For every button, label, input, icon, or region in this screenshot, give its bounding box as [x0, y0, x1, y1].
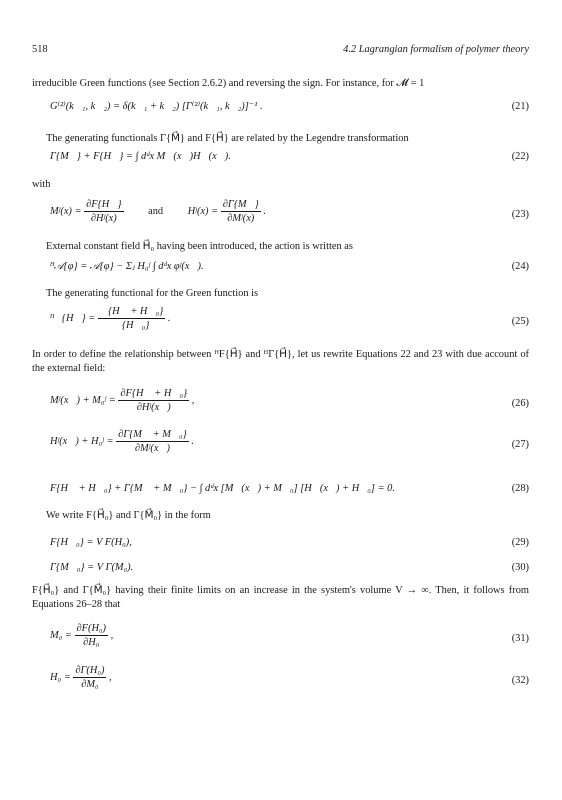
equation-connector: and — [148, 205, 164, 217]
equation-body — [50, 664, 112, 691]
equation-number: (32) — [511, 675, 529, 686]
paragraph-6: In order to define the relationship between ᴴF{H⃗} and ᴴΓ{H⃗}, let us rewrite Equations 22 and 23 with due account of the external field: — [32, 349, 529, 374]
equation-27 — [50, 426, 529, 462]
running-title: 4.2 Lagrangian formalism of polymer theory — [343, 44, 529, 55]
page-number: 518 — [32, 44, 48, 55]
fraction — [221, 198, 261, 225]
equation-punctuation: . — [191, 435, 194, 447]
equation-number: (31) — [511, 633, 529, 644]
fraction — [116, 428, 189, 455]
paragraph-7: We write F{H⃗₀} and Γ{M⃗₀} in the form — [46, 510, 211, 521]
equation-punctuation: . — [263, 205, 267, 217]
equation-number: (21) — [511, 101, 529, 112]
fraction-denominator: ∂H₀ — [83, 637, 100, 648]
equation-punctuation: , — [110, 629, 114, 641]
fraction — [98, 305, 165, 332]
fraction-denominator: 𝒵{H⃗₀} — [113, 320, 150, 331]
equation-body — [50, 428, 194, 455]
equation-29 — [50, 536, 529, 562]
equation-26 — [50, 385, 529, 421]
paragraph-2: The generating functionals Γ{M⃗} and F{H⃗} are related by the Legendre transformation — [46, 133, 409, 144]
fraction — [118, 387, 189, 414]
equation-number: (28) — [511, 483, 529, 494]
equation-body: ᴴ𝒜{φ} = 𝒜{φ} − Σⱼ H₀ʲ ∫ dᵈx φʲ(x⃗). — [50, 261, 204, 272]
fraction-numerator: ∂F(H₀) — [76, 623, 107, 634]
equation-number: (29) — [511, 537, 529, 548]
paragraph-1: irreducible Green functions (see Section 2.6.2) and reversing the sign. For instance, for 𝓜 = 1 — [32, 78, 425, 89]
fraction — [75, 622, 109, 649]
equation-number: (27) — [511, 439, 529, 450]
fraction-denominator: ∂M₀ — [81, 679, 99, 690]
equation-lhs: Hʲ(x⃗) + H₀ʲ = — [50, 435, 114, 447]
paragraph-4: External constant field H⃗₀ having been introduced, the action is written as — [46, 241, 353, 252]
equation-number: (30) — [511, 562, 529, 573]
equation-22 — [50, 150, 529, 176]
equation-lhs: ᴴ𝒵{H⃗} = — [50, 312, 96, 324]
paragraph-5: The generating functional for the Green function is — [46, 288, 259, 299]
fraction-numerator: 𝒵{H⃗ + H⃗₀} — [99, 306, 164, 317]
fraction-numerator: ∂F{H⃗} — [86, 199, 122, 210]
fraction-numerator: ∂Γ{M⃗ + M⃗₀} — [118, 429, 187, 440]
equation-lhs: Mʲ(x⃗) + M₀ʲ = — [50, 394, 116, 406]
equation-31 — [50, 620, 529, 656]
equation-body: Γ{M⃗₀} = V Γ(M₀). — [50, 562, 134, 573]
equation-lhs: Hʲ(x) = — [187, 205, 219, 217]
equation-number: (24) — [511, 261, 529, 272]
equation-32 — [50, 662, 529, 698]
equation-body: G⁽²⁾(k⃗₁, k⃗₂) = δ(k⃗₁ + k⃗₂) [Γ⁽²⁾(k⃗₁, k⃗₂)]⁻¹ . — [50, 101, 263, 112]
equation-body: Γ{M⃗} + F{H⃗} = ∫ dᵈx M⃗(x⃗)H⃗(x⃗). — [50, 151, 231, 162]
fraction-numerator: ∂Γ(H₀) — [75, 665, 105, 676]
equation-25 — [50, 303, 529, 339]
fraction-denominator: ∂Hʲ(x⃗) — [136, 402, 171, 413]
fraction-numerator: ∂Γ{M⃗} — [222, 199, 259, 210]
fraction-numerator: ∂F{H⃗ + H⃗₀} — [120, 388, 188, 399]
equation-body: F{H⃗₀} = V F(H₀), — [50, 537, 132, 548]
equation-body — [50, 387, 194, 414]
equation-28 — [50, 482, 529, 508]
equation-punctuation: , — [109, 671, 112, 683]
fraction — [73, 664, 106, 691]
equation-lhs: M₀ = — [50, 629, 72, 641]
fraction-denominator: ∂Mʲ(x) — [227, 213, 255, 224]
equation-24 — [50, 260, 529, 286]
fraction-denominator: ∂Hʲ(x) — [90, 213, 117, 224]
equation-21 — [50, 100, 529, 126]
equation-punctuation: . — [167, 312, 171, 324]
equation-punctuation: , — [191, 394, 195, 406]
fraction-denominator: ∂Mʲ(x⃗) — [134, 443, 170, 454]
equation-23 — [50, 196, 529, 232]
equation-number: (26) — [511, 398, 529, 409]
equation-number: (23) — [511, 209, 529, 220]
equation-lhs: Mʲ(x) = — [50, 205, 82, 217]
equation-number: (25) — [511, 316, 529, 327]
paragraph-8: F{H⃗₀} and Γ{M⃗₀} having their finite limits on an increase in the system's volume V → ∞. Then, it follows from Equations 26–28 that — [32, 585, 529, 610]
equation-body — [50, 622, 113, 649]
fraction — [84, 198, 123, 225]
equation-number: (22) — [511, 151, 529, 162]
equation-body: F{H⃗ + H⃗₀} + Γ{M⃗ + M⃗₀} − ∫ dᵈx [M⃗(x⃗) + M⃗₀] [H⃗(x⃗) + H⃗₀] = 0. — [50, 483, 395, 494]
paragraph-3: with — [32, 179, 51, 190]
equation-body — [50, 198, 266, 225]
equation-lhs: H₀ = — [50, 671, 71, 683]
equation-body — [50, 305, 171, 332]
